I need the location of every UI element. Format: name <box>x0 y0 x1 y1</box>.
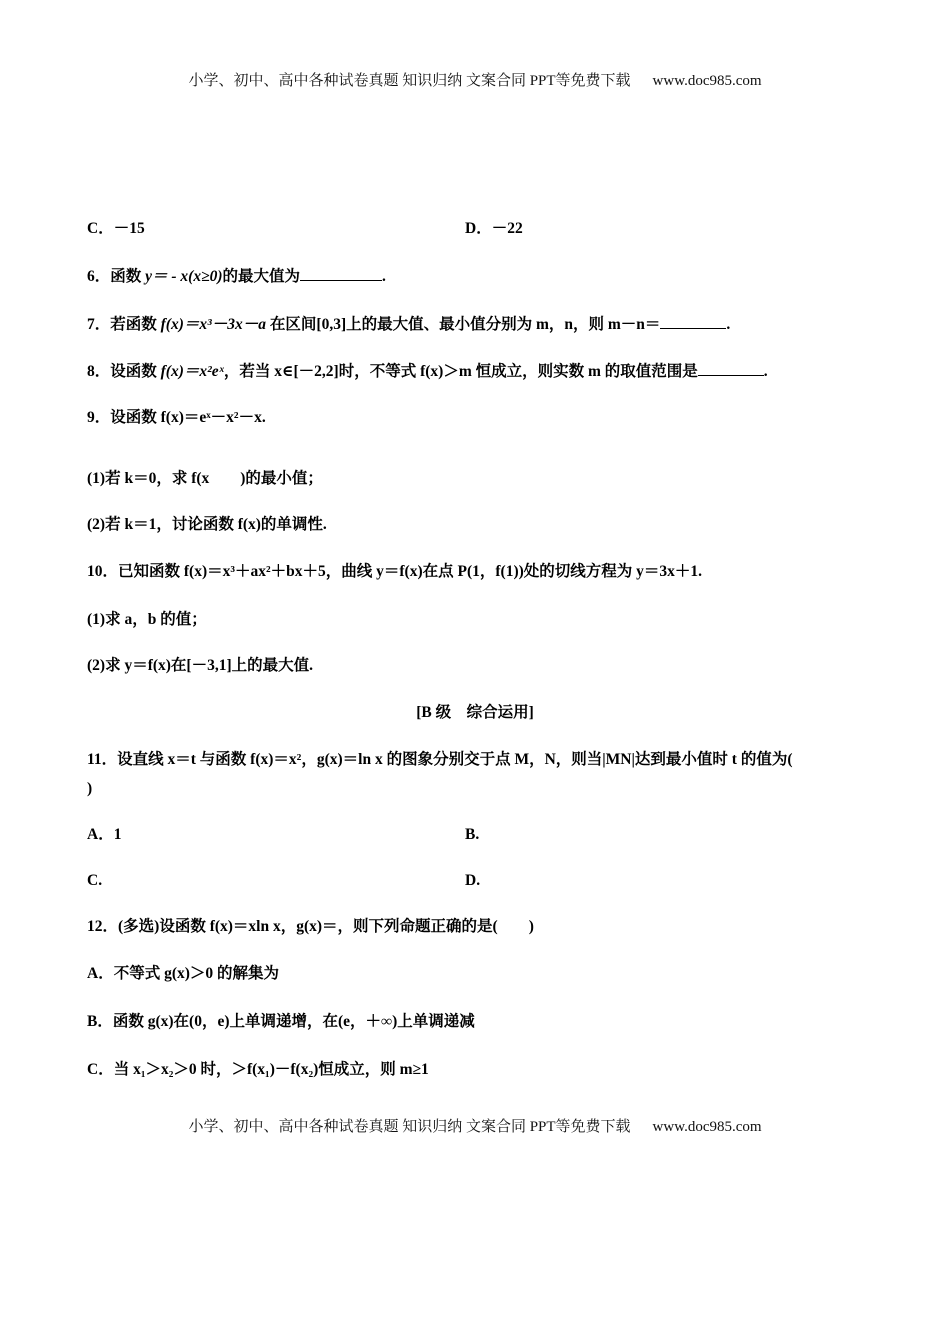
q7-prefix: 7．若函数 <box>87 316 161 333</box>
q5-option-c: C．－15 <box>87 220 145 237</box>
q7-answer-blank[interactable] <box>660 314 726 329</box>
q5-option-d: D．－22 <box>465 220 523 237</box>
q7-expr: f(x)＝x³－3x－a <box>160 316 267 333</box>
question-9-part-1: (1)若 k＝0，求 f(x )的最小值； <box>87 470 323 487</box>
section-title: [B 级 综合运用] <box>416 704 534 721</box>
q11-option-b: B. <box>465 826 480 843</box>
question-6 <box>87 266 386 287</box>
question-11-stem-cont: ) <box>87 780 93 797</box>
header-site-link[interactable]: www.doc985.com <box>652 73 762 89</box>
footer-text: 小学、初中、高中各种试卷真题 知识归纳 文案合同 PPT等免费下载 <box>188 1119 631 1135</box>
question-7 <box>87 314 730 335</box>
q12-option-a: A．不等式 g(x)＞0 的解集为 <box>87 965 280 982</box>
page-footer <box>0 1115 950 1136</box>
question-9-stem: 9．设函数 f(x)＝eˣ－x²－x. <box>87 409 266 426</box>
q8-expr: f(x)＝x²eˣ <box>160 363 224 380</box>
q6-prefix: 6．函数 <box>87 268 146 285</box>
q7-end: . <box>726 316 731 333</box>
question-11-stem: 11．设直线 x＝t 与函数 f(x)＝x²，g(x)＝ln x 的图象分别交于点 M，N，则当|MN|达到最小值时 t 的值为( <box>87 751 793 768</box>
q12-option-c: C．当 x₁＞x₂＞0 时，＞f(x₁)－f(x₂)恒成立，则 m≥1 <box>87 1061 429 1078</box>
question-10-stem: 10．已知函数 f(x)＝x³＋ax²＋bx＋5，曲线 y＝f(x)在点 P(1，f(1))处的切线方程为 y＝3x＋1. <box>87 563 703 580</box>
q8-answer-blank[interactable] <box>698 361 764 376</box>
q12-option-b: B．函数 g(x)在(0，e)上单调递增，在(e，＋∞)上单调递减 <box>87 1013 475 1030</box>
page-header <box>0 69 950 90</box>
q8-mid: ，若当 x∈[－2,2]时，不等式 f(x)＞m 恒成立，则实数 m 的取值范围是 <box>223 363 698 380</box>
question-12-stem: 12．(多选)设函数 f(x)＝xln x，g(x)＝，则下列命题正确的是( ) <box>87 918 534 935</box>
q6-expr: y＝ - x(x≥0) <box>145 268 223 285</box>
question-10-part-1: (1)求 a，b 的值； <box>87 611 207 628</box>
footer-site-link[interactable]: www.doc985.com <box>652 1119 762 1135</box>
q6-suffix: 的最大值为 <box>222 268 301 285</box>
q8-prefix: 8．设函数 <box>87 363 161 380</box>
q6-end: . <box>382 268 386 285</box>
question-10-part-2: (2)求 y＝f(x)在[－3,1]上的最大值. <box>87 657 314 674</box>
q11-option-d: D. <box>465 872 481 889</box>
q11-option-c: C. <box>87 872 103 889</box>
q7-mid: 在区间[0,3]上的最大值、最小值分别为 m，n，则 m－n＝ <box>266 316 661 333</box>
q6-answer-blank[interactable] <box>300 266 382 281</box>
question-8 <box>87 361 768 382</box>
q8-end: . <box>763 363 768 380</box>
question-9-part-2: (2)若 k＝1，讨论函数 f(x)的单调性. <box>87 516 327 533</box>
q11-option-a: A．1 <box>87 826 122 843</box>
header-text: 小学、初中、高中各种试卷真题 知识归纳 文案合同 PPT等免费下载 <box>188 73 631 89</box>
